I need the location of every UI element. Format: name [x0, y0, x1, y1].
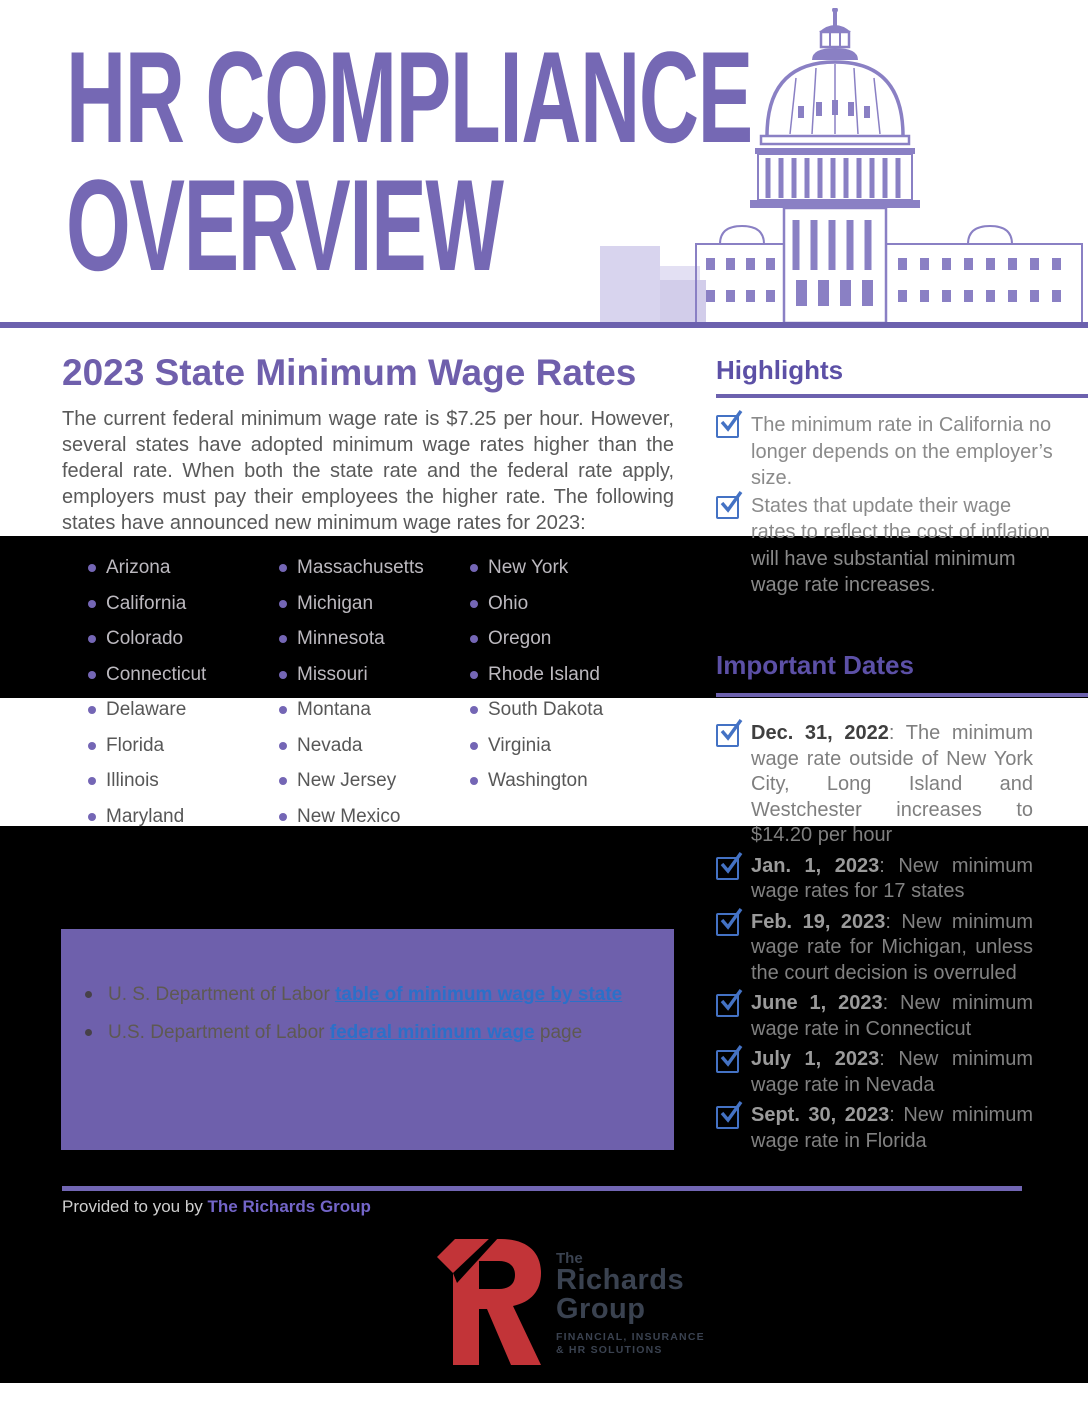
- state-list-item: Rhode Island: [470, 657, 603, 693]
- state-list-item: Florida: [88, 728, 206, 764]
- date-item: Sept. 30, 2023: New minimum wage rate in Florida: [716, 1103, 1033, 1154]
- resource-item: U.S. Department of Labor federal minimum wage page: [81, 1021, 674, 1044]
- highlights-list: [716, 412, 1053, 600]
- checkbox-checked-icon: [716, 1106, 739, 1129]
- footer-divider: [62, 1186, 1022, 1191]
- state-list-col1: [88, 550, 206, 834]
- state-list-item: Maryland: [88, 799, 206, 835]
- date-item: Jan. 1, 2023: New minimum wage rates for 17 states: [716, 854, 1033, 905]
- state-list-item: California: [88, 586, 206, 622]
- important-dates-heading: Important Dates: [716, 650, 914, 680]
- checkbox-checked-icon: [716, 415, 739, 438]
- state-list-item: Washington: [470, 763, 603, 799]
- checkbox-checked-icon: [716, 1050, 739, 1073]
- header-divider: [0, 322, 1088, 328]
- checkbox-checked-icon: [716, 496, 739, 519]
- state-list-item: New Jersey: [279, 763, 424, 799]
- date-item: June 1, 2023: New minimum wage rate in Connecticut: [716, 991, 1033, 1042]
- state-list-item: Virginia: [470, 728, 603, 764]
- link-federal-minimum-wage[interactable]: federal minimum wage: [329, 1022, 535, 1043]
- important-dates-list: [716, 721, 1033, 1159]
- checkbox-checked-icon: [716, 724, 739, 747]
- resources-list: [61, 929, 674, 1044]
- masthead-title-line2: OVERVIEW: [66, 152, 503, 298]
- state-list-item: New Mexico: [279, 799, 424, 835]
- state-list-item: Minnesota: [279, 621, 424, 657]
- date-item: Dec. 31, 2022: The minimum wage rate outside of New York City, Long Island and Westchester increases to $14.20 per hour: [716, 721, 1033, 849]
- richards-group-logo: [437, 1239, 797, 1369]
- masthead-title-line1: HR COMPLIANCE: [66, 24, 752, 170]
- state-list-col2: [279, 550, 424, 834]
- checkbox-checked-icon: [716, 913, 739, 936]
- highlights-divider: [716, 394, 1088, 398]
- state-list-item: Connecticut: [88, 657, 206, 693]
- state-list-item: Delaware: [88, 692, 206, 728]
- highlight-item: States that update their wage rates to reflect the cost of inflation will have substantial minimum wage rate increases.: [716, 493, 1053, 599]
- logo-tagline: FINANCIAL, INSURANCE & HR SOLUTIONS: [556, 1331, 705, 1356]
- state-list-item: Colorado: [88, 621, 206, 657]
- resource-item: U. S. Department of Labor table of minimum wage by state: [81, 983, 674, 1006]
- logo-r-icon: [437, 1239, 549, 1365]
- provided-by-line: Provided to you by The Richards Group: [62, 1197, 371, 1216]
- highlights-heading: Highlights: [716, 355, 844, 385]
- date-item: July 1, 2023: New minimum wage rate in Nevada: [716, 1047, 1033, 1098]
- state-list-item: Montana: [279, 692, 424, 728]
- checkbox-checked-icon: [716, 857, 739, 880]
- capitol-building-illustration: [600, 8, 1088, 324]
- state-list-item: Oregon: [470, 621, 603, 657]
- link-minimum-wage-by-state[interactable]: table of minimum wage by state: [335, 984, 623, 1005]
- page-title: 2023 State Minimum Wage Rates: [62, 352, 637, 393]
- state-list-item: Ohio: [470, 586, 603, 622]
- state-list-item: South Dakota: [470, 692, 603, 728]
- state-list-item: New York: [470, 550, 603, 586]
- state-list-item: Nevada: [279, 728, 424, 764]
- state-list-col3: [470, 550, 603, 799]
- logo-text: The Richards Group FINANCIAL, INSURANCE & HR SOLUTIONS: [556, 1250, 705, 1356]
- company-name: The Richards Group: [207, 1197, 371, 1216]
- state-list-item: Massachusetts: [279, 550, 424, 586]
- state-list-item: Michigan: [279, 586, 424, 622]
- state-list-item: Illinois: [88, 763, 206, 799]
- intro-paragraph: The current federal minimum wage rate is $7.25 per hour. However, several states have adopted minimum wage rates higher than the federal rate. When both the state rate and the federal rate apply, employers must pay their employees the higher rate. The following states have announced new minimum wage rates for 2023:: [62, 408, 674, 534]
- date-item: Feb. 19, 2023: New minimum wage rate for Michigan, unless the court decision is overruled: [716, 910, 1033, 987]
- checkbox-checked-icon: [716, 994, 739, 1017]
- important-dates-divider: [716, 693, 1088, 697]
- state-list-item: Missouri: [279, 657, 424, 693]
- highlight-item: The minimum rate in California no longer depends on the employer’s size.: [716, 412, 1053, 492]
- resources-box: [61, 929, 674, 1150]
- state-list-item: Arizona: [88, 550, 206, 586]
